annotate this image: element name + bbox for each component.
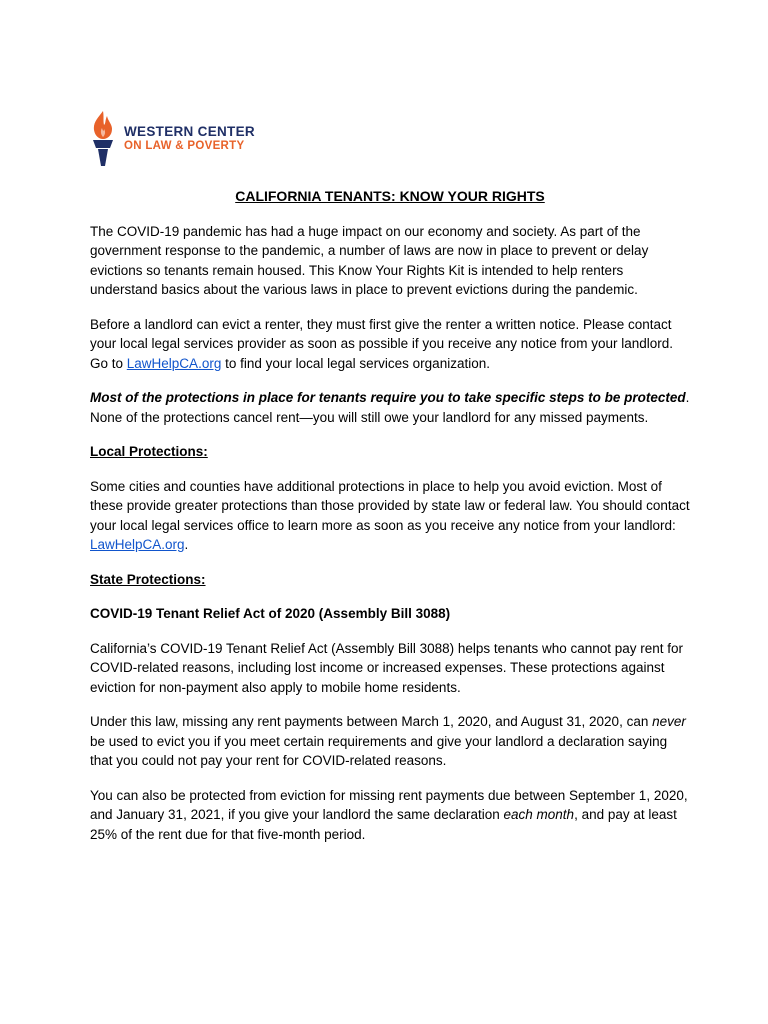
never-emphasis: never <box>652 714 686 729</box>
local-text-after-link: . <box>184 537 189 552</box>
local-text-before-link: Some cities and counties have additional protections in place to help you avoid eviction. Most of these provide greater protections than those provided by state law or federal law. You should contact your local legal services office to learn more as soon as you receive any notice from your landlord: <box>90 478 690 533</box>
each-month-emphasis: each month <box>503 807 575 822</box>
lawhelpca-link[interactable]: LawHelpCA.org <box>126 355 222 371</box>
western-center-logo <box>90 110 255 168</box>
logo-line1: WESTERN CENTER <box>124 123 255 139</box>
logo-line2: ON LAW & POVERTY <box>124 139 245 152</box>
intro-paragraph: The COVID-19 pandemic has had a huge impact on our economy and society. As part of the government response to the pandemic, a number of laws are now in place to prevent or delay evictions so tenants remain housed. This Know Your Rights Kit is intended to help renters understand basics about the various laws in place to prevent evictions during the pandemic. <box>90 223 649 297</box>
local-protections-paragraph <box>90 477 690 555</box>
protections-emphasis: Most of the protections in place for tenants require you to take specific steps to be protected <box>90 390 686 405</box>
notice-text-after-link: to find your local legal services organization. <box>221 355 490 371</box>
notice-text-before-link: Before a landlord can evict a renter, they must first give the renter a written notice. Please contact your local legal services provider as soon as possible if you receive any notice from your landlord. Go to <box>90 316 674 371</box>
local-protections-heading: Local Protections: <box>90 444 208 459</box>
logo-wordmark <box>124 124 255 153</box>
lawhelpca-link-2[interactable]: LawHelpCA.org <box>90 537 185 552</box>
later-payments-paragraph <box>90 786 690 845</box>
protections-paragraph <box>90 388 690 427</box>
protections-text: . None of the protections cancel rent—you will still owe your landlord for any missed payments. <box>90 390 690 425</box>
document-title: CALIFORNIA TENANTS: KNOW YOUR RIGHTS <box>235 188 545 204</box>
later-text-part2: , and pay at least 25% of the rent due for that five-month period. <box>90 807 677 842</box>
later-text-part1: You can also be protected from eviction for missing rent payments due between September 1, 2020, and January 31, 2021, if you give your landlord the same declaration <box>90 787 688 822</box>
rent-text-part1: Under this law, missing any rent payments between March 1, 2020, and August 31, 2020, can <box>90 714 653 729</box>
act-heading: COVID-19 Tenant Relief Act of 2020 (Assembly Bill 3088) <box>90 606 451 621</box>
torch-icon <box>90 110 116 168</box>
notice-paragraph <box>90 315 690 374</box>
state-protections-heading: State Protections: <box>90 571 206 587</box>
rent-text-part2: be used to evict you if you meet certain requirements and give your landlord a declaration saying that you could not pay your rent for COVID-related reasons. <box>90 733 668 768</box>
document-body <box>90 187 690 859</box>
act-paragraph: California’s COVID-19 Tenant Relief Act (Assembly Bill 3088) helps tenants who cannot pay rent for COVID-related reasons, including lost income or increased expenses. These protections against eviction for non-payment also apply to mobile home residents. <box>90 640 684 695</box>
rent-payments-paragraph <box>90 712 690 771</box>
